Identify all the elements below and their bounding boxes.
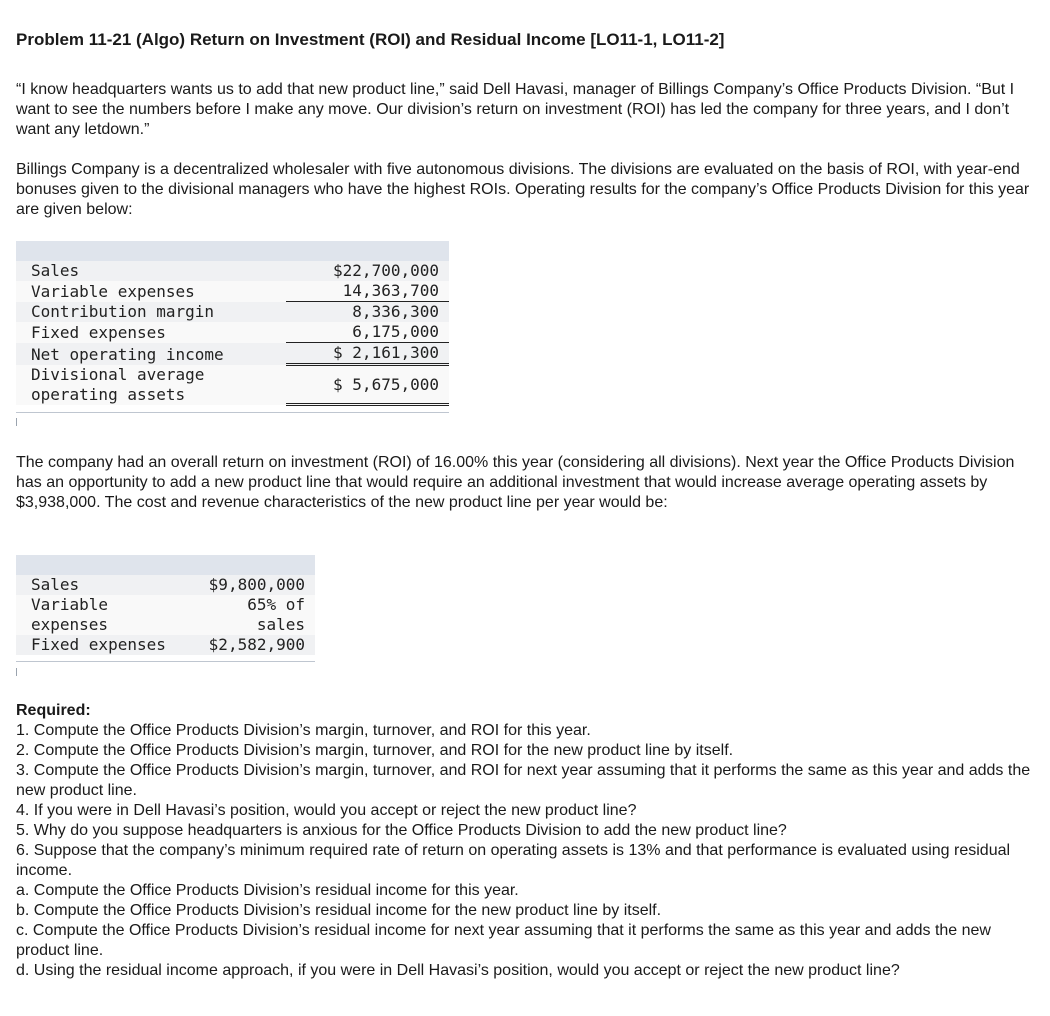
required-section [16, 701, 1036, 981]
row-label: Sales [16, 575, 183, 595]
table-footer-rule [16, 655, 315, 662]
row-value: 8,336,300 [286, 302, 449, 323]
row-value: 65% of sales [183, 595, 315, 635]
row-label: Variable expenses [16, 281, 286, 302]
row-label: Variable expenses [16, 595, 183, 635]
row-value: $ 2,161,300 [286, 343, 449, 365]
row-label: Net operating income [16, 343, 286, 365]
required-item: 3. Compute the Office Products Division’s margin, turnover, and ROI for next year assuming that it performs the same as this year and adds the new product line. [16, 762, 1031, 799]
row-value: $ 5,675,000 [286, 365, 449, 405]
table-row [16, 365, 449, 405]
required-item: c. Compute the Office Products Division’s residual income for next year assuming that it performs the same as this year and adds the new product line. [16, 922, 991, 959]
table-row [16, 595, 315, 635]
new-product-paragraph: The company had an overall return on investment (ROI) of 16.00% this year (considering all divisions). Next year the Office Products Division has an opportunity to add a new product line that would require an additional investment that would increase average operating assets by $3,938,000. The cost and revenue characteristics of the new product line per year would be: [16, 454, 1015, 511]
row-value: $22,700,000 [286, 261, 449, 281]
problem-title: Problem 11-21 (Algo) Return on Investment (ROI) and Residual Income [LO11-1, LO11-2] [16, 30, 725, 49]
required-item: 2. Compute the Office Products Division’s margin, turnover, and ROI for the new product line by itself. [16, 742, 734, 759]
new-product-table [16, 555, 315, 662]
table-scroll-marker [16, 668, 17, 676]
row-value: $2,582,900 [183, 635, 315, 655]
row-value: 14,363,700 [286, 281, 449, 302]
intro-paragraph: “I know headquarters wants us to add that new product line,” said Dell Havasi, manager of Billings Company’s Office Products Division. “But I want to see the numbers before I make any move. Our division’s return on investment (ROI) has led the company for three years, and I don’t want any letdown.” [16, 81, 1015, 138]
table-scroll-marker [16, 418, 17, 426]
company-paragraph: Billings Company is a decentralized wholesaler with five autonomous divisions. The divisions are evaluated on the basis of ROI, with year-end bonuses given to the divisional managers who have the highest ROIs. Operating results for the company’s Office Products Division for this year are given below: [16, 161, 1030, 218]
required-item: b. Compute the Office Products Division’s residual income for the new product line by itself. [16, 902, 662, 919]
required-item: 5. Why do you suppose headquarters is anxious for the Office Products Division to add the new product line? [16, 822, 787, 839]
table-row [16, 322, 449, 343]
table-header-bar [16, 241, 449, 261]
operating-results-table [16, 241, 449, 413]
table-row [16, 261, 449, 281]
required-heading: Required: [16, 702, 91, 719]
row-label: Sales [16, 261, 286, 281]
required-item: 6. Suppose that the company’s minimum required rate of return on operating assets is 13% and that performance is evaluated using residual income. [16, 842, 1011, 879]
row-value: 6,175,000 [286, 322, 449, 343]
table-row [16, 635, 315, 655]
required-item: 1. Compute the Office Products Division’s margin, turnover, and ROI for this year. [16, 722, 591, 739]
row-label: Fixed expenses [16, 635, 183, 655]
row-label: Contribution margin [16, 302, 286, 323]
table-row [16, 575, 315, 595]
row-value: $9,800,000 [183, 575, 315, 595]
table-header-bar [16, 555, 315, 575]
table-row [16, 343, 449, 365]
row-label: Fixed expenses [16, 322, 286, 343]
table-footer-rule [16, 406, 449, 413]
row-label: Divisional average operating assets [16, 365, 286, 405]
required-item: 4. If you were in Dell Havasi’s position, would you accept or reject the new product line? [16, 802, 637, 819]
table-row [16, 302, 449, 323]
required-item: a. Compute the Office Products Division’s residual income for this year. [16, 882, 519, 899]
required-item: d. Using the residual income approach, if you were in Dell Havasi’s position, would you accept or reject the new product line? [16, 962, 900, 979]
table-row [16, 281, 449, 302]
